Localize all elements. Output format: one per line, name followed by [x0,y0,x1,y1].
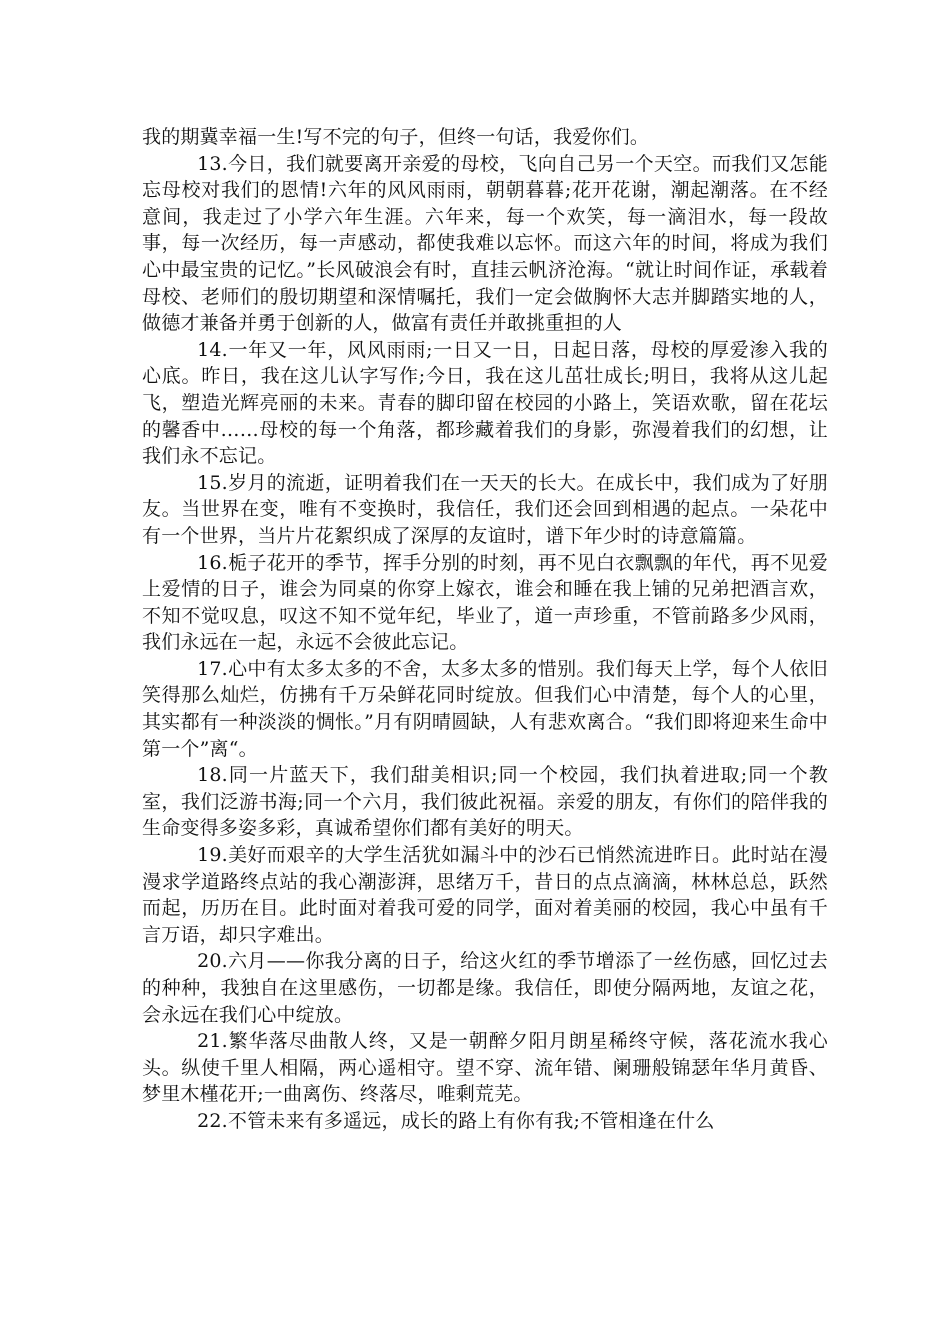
paragraph-17: 17.心中有太多太多的不舍，太多太多的惜别。我们每天上学，每个人依旧笑得那么灿烂，仿拂有千万朵鲜花同时绽放。但我们心中清楚，每个人的心里，其实都有一种淡淡的惆怅。”月有阴晴圆缺，人有悲欢离合。“我们即将迎来生命中第一个”离“。 [142,657,828,760]
paragraph-16: 16.栀子花开的季节，挥手分别的时刻，再不见白衣飘飘的年代，再不见爱上爱情的日子，谁会为同桌的你穿上嫁衣，谁会和睡在我上铺的兄弟把酒言欢，不知不觉叹息，叹这不知不觉年纪，毕业了，道一声珍重，不管前路多少风雨，我们永远在一起，永远不会彼此忘记。 [142,551,828,654]
paragraph-19: 19.美好而艰辛的大学生活犹如漏斗中的沙石已悄然流进昨日。此时站在漫漫求学道路终点站的我心潮澎湃，思绪万千，昔日的点点滴滴，林林总总，跃然而起，历历在目。此时面对着我可爱的同学，面对着美丽的校园，我心中虽有千言万语，却只字难出。 [142,844,828,946]
paragraph-13: 13.今日，我们就要离开亲爱的母校，飞向自己另一个天空。而我们又怎能忘母校对我们的恩情!六年的风风雨雨，朝朝暮暮;花开花谢，潮起潮落。在不经意间，我走过了小学六年生涯。六年来，每一个欢笑，每一滴泪水，每一段故事，每一次经历，每一声感动，都使我难以忘怀。而这六年的时间，将成为我们心中最宝贵的记忆。”长风破浪会有时，直挂云帆济沧海。“就让时间作证，承载着母校、老师们的殷切期望和深情嘱托，我们一定会做胸怀大志并脚踏实地的人，做德才兼备并勇于创新的人，做富有责任并敢挑重担的人 [142,152,828,335]
paragraph-continuation: 我的期冀幸福一生!写不完的句子，但终一句话，我爱你们。 [142,126,650,148]
paragraph-15: 15.岁月的流逝，证明着我们在一天天的长大。在成长中，我们成为了好朋友。当世界在变，唯有不变换时，我信任，我们还会回到相遇的起点。一朵花中有一个世界，当片片花絮织成了深厚的友谊时，谱下年少时的诗意篇篇。 [142,471,828,547]
paragraph-22: 22.不管未来有多遥远，成长的路上有你有我;不管相逢在什么 [197,1109,715,1132]
paragraph-21: 21.繁华落尽曲散人终，又是一朝醉夕阳月朗星稀终守候，落花流水我心头。纵使千里人相隔，两心遥相守。望不穿、流年错、阑珊般锦瑟年华月黄昏、梦里木槿花开;一曲离伤、终落尽，唯剩荒芜。 [142,1030,828,1106]
document-body [142,124,828,1135]
paragraph-18: 18.同一片蓝天下，我们甜美相识;同一个校园，我们执着进取;同一个教室，我们泛游书海;同一个六月，我们彼此祝福。亲爱的朋友，有你们的陪伴我的生命变得多姿多彩，真诚希望你们都有美好的明天。 [142,764,828,840]
paragraph-20: 20.六月——你我分离的日子，给这火红的季节增添了一丝伤感，回忆过去的种种，我独自在这里感伤，一切都是缘。我信任，即使分隔两地，友谊之花，会永远在我们心中绽放。 [142,950,828,1026]
paragraph-14: 14.一年又一年，风风雨雨;一日又一日，日起日落，母校的厚爱渗入我的心底。昨日，我在这儿认字写作;今日，我在这儿茁壮成长;明日，我将从这儿起飞，塑造光辉亮丽的未来。青春的脚印留在校园的小路上，笑语欢歌，留在花坛的馨香中……母校的每一个角落，都珍藏着我们的身影，弥漫着我们的幻想，让我们永不忘记。 [142,338,828,468]
